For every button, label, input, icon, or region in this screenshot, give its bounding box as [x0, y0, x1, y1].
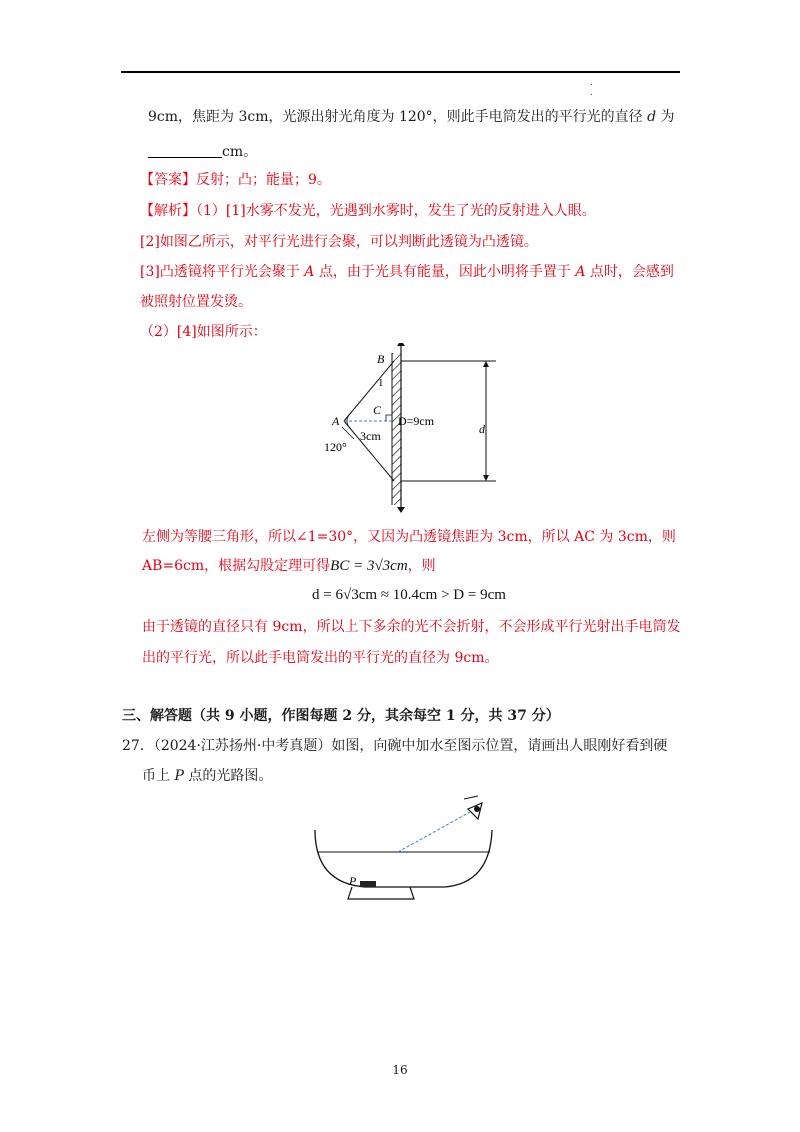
header-rule: [121, 71, 680, 73]
dimension-arrow-bottom: [483, 475, 489, 481]
eye-pupil: [474, 806, 480, 812]
q27-line-2: [142, 766, 272, 786]
unit-text: cm。: [222, 144, 258, 160]
question-variable: d: [647, 109, 657, 125]
answer-blank[interactable]: [148, 143, 222, 158]
lens-hatch: [392, 353, 401, 505]
analysis-label: 【解析】: [140, 203, 196, 219]
analysis-line-1: [140, 201, 596, 221]
analysis-text: [3]凸透镜将平行光会聚于: [140, 264, 305, 280]
bowl-diagram: [310, 795, 500, 907]
analysis-line-7: [142, 556, 436, 576]
label-b: B: [377, 352, 385, 366]
question-text-end: 为: [656, 109, 675, 125]
bowl-outline: [315, 830, 492, 887]
ray-upper: [344, 361, 394, 421]
analysis-text: （1）[1]水雾不发光，光遇到水雾时，发生了光的反射进入人眼。: [196, 203, 596, 219]
analysis-text: ，则: [407, 558, 436, 574]
formula-d: d = 6√3cm ≈ 10.4cm > D = 9cm: [312, 587, 506, 603]
analysis-line-9: 出的平行光，所以此手电筒发出的平行光的直径为 9cm。: [142, 650, 499, 666]
label-d: d: [479, 422, 485, 436]
angle-pointer: [342, 427, 354, 439]
label-c: C: [373, 403, 382, 417]
analysis-line-3: [140, 262, 674, 282]
question-text: 9cm，焦距为 3cm，光源出射光角度为 120°，则此手电筒发出的平行光的直径: [148, 109, 648, 125]
right-angle-mark: [386, 415, 392, 421]
analysis-line-5: （2）[4]如图所示：: [140, 324, 267, 340]
question-line-1: [148, 107, 675, 127]
analysis-line-6: 左侧为等腰三角形，所以∠1=30°，又因为凸透镜焦距为 3cm，所以 AC 为 3cm，则: [142, 529, 676, 545]
label-a: A: [332, 414, 340, 428]
analysis-line-4: 被照射位置发烫。: [140, 294, 252, 310]
question-line-2: [148, 142, 257, 162]
label-1: 1: [378, 377, 384, 389]
point-a: A: [304, 264, 315, 280]
header-dots: . .: [590, 78, 593, 98]
analysis-line-8: 由于透镜的直径只有 9cm，所以上下多余的光不会折射，不会形成平行光射出手电筒发: [142, 619, 681, 635]
section-title: 三、解答题（共 9 小题，作图每题 2 分，其余每空 1 分，共 37 分）: [122, 708, 560, 724]
analysis-text: 点，由于光具有能量，因此小明将手置于: [314, 264, 576, 280]
q27-text: 点的光路图。: [183, 768, 273, 784]
label-120: 120°: [324, 440, 347, 454]
label-3cm: 3cm: [360, 429, 381, 443]
page-number: 16: [392, 1063, 408, 1077]
lens-diagram: [318, 343, 502, 513]
q27-text: 币上: [142, 768, 175, 784]
q27-line-1: 27．（2024·江苏扬州·中考真题）如图，向碗中加水至图示位置，请画出人眼刚好看到硬: [122, 738, 668, 754]
point-a: A: [575, 264, 586, 280]
eyebrow: [464, 796, 478, 799]
dimension-arrow-top: [483, 361, 489, 367]
answer-text: 反射；凸；能量；9。: [196, 172, 331, 188]
lens-arrow-bottom: [397, 507, 405, 513]
bowl-base: [348, 887, 414, 899]
analysis-line-2: [2]如图乙所示，对平行光进行会聚，可以判断此透镜为凸透镜。: [140, 234, 538, 250]
answer-line: [140, 170, 331, 190]
light-ray: [398, 812, 470, 852]
point-p: P: [174, 768, 184, 784]
label-d-9cm: D=9cm: [398, 414, 435, 428]
lens-arrow-top: [397, 343, 405, 346]
analysis-text: 点时，会感到: [585, 264, 674, 280]
coin: [360, 881, 376, 887]
label-p: P: [349, 874, 357, 888]
analysis-text: AB=6cm，根据勾股定理可得: [142, 558, 331, 574]
answer-label: 【答案】: [140, 172, 196, 188]
formula-bc: BC = 3√3cm: [330, 558, 408, 574]
